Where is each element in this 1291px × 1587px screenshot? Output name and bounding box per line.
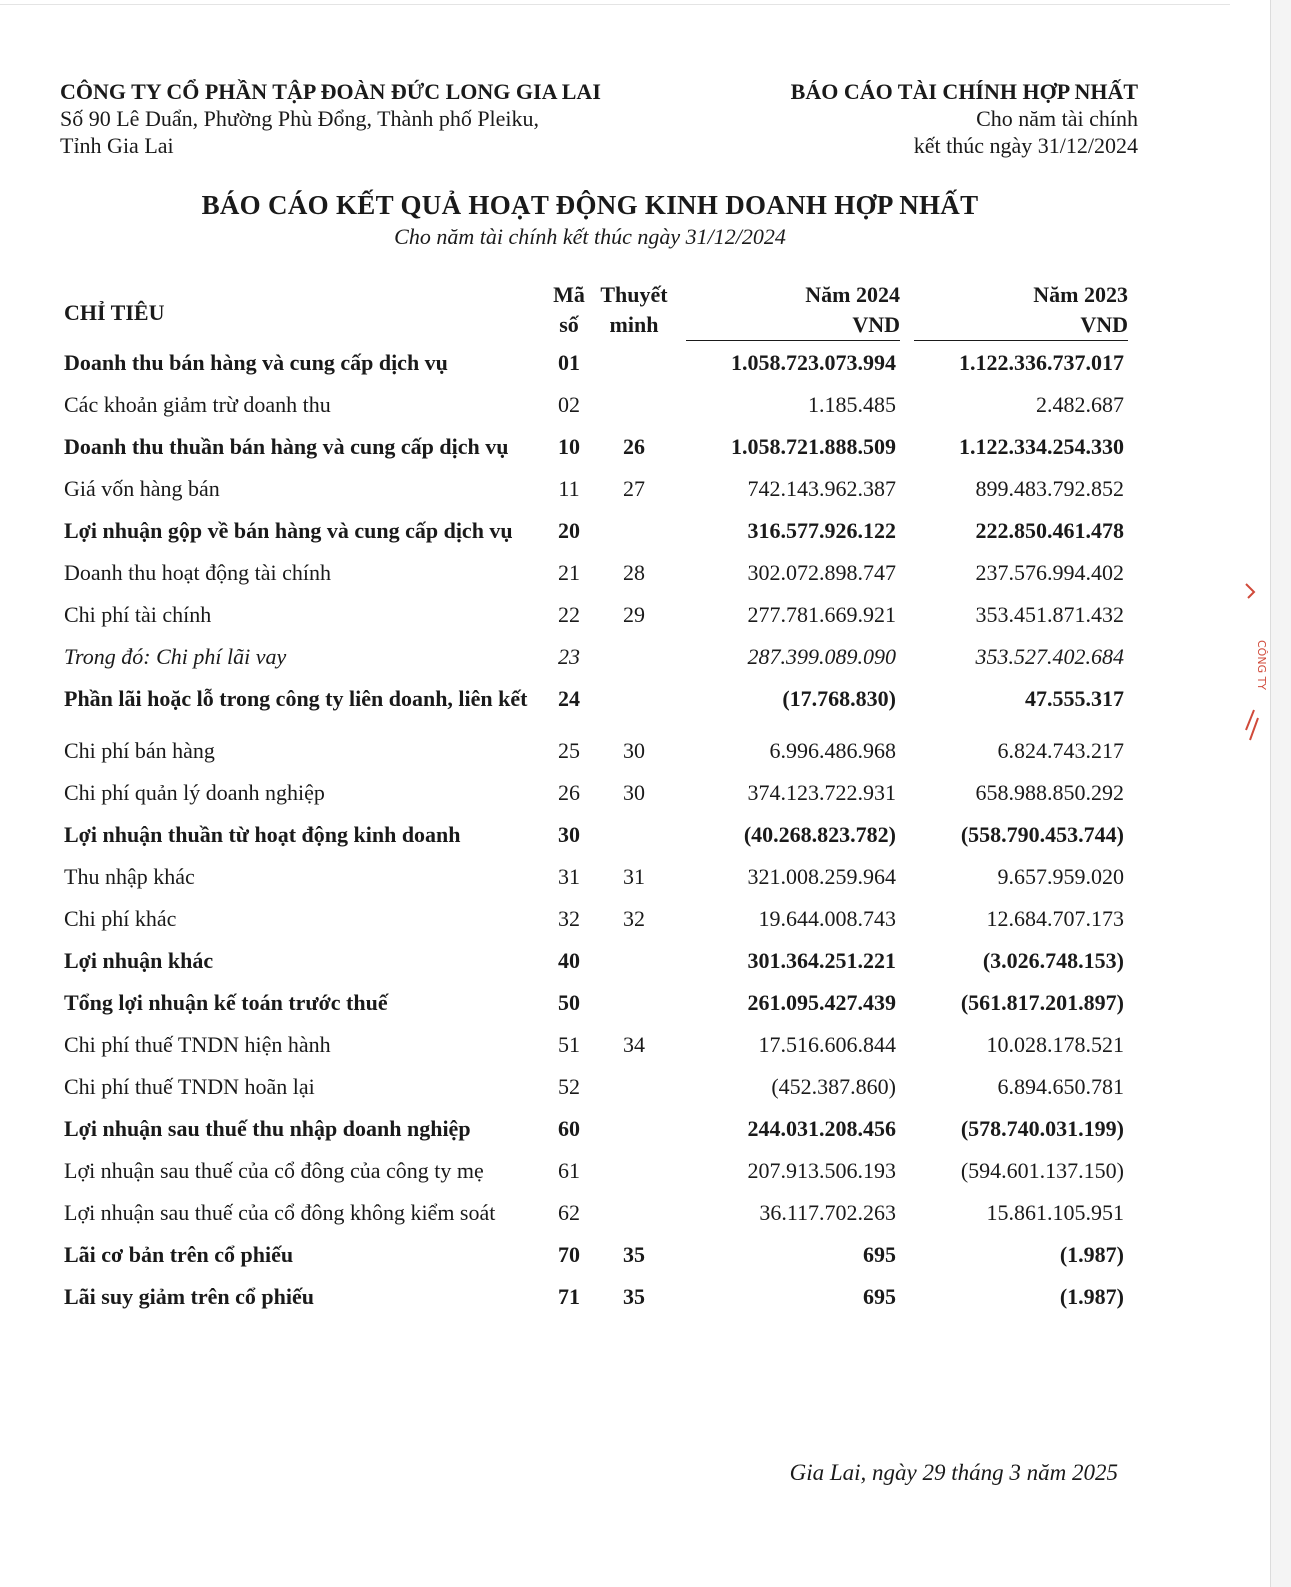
row-item-name: Lợi nhuận thuần từ hoạt động kinh doanh xyxy=(64,822,461,847)
page-subtitle: Cho năm tài chính kết thúc ngày 31/12/2024 xyxy=(394,224,786,249)
row-value-2023: 658.988.850.292 xyxy=(975,780,1124,805)
row-item-name: Phần lãi hoặc lỗ trong công ty liên doanh, liên kết xyxy=(64,686,528,711)
row-code: 11 xyxy=(558,476,580,501)
table-row xyxy=(60,855,1130,897)
scan-edge-top xyxy=(0,4,1230,5)
header-code-line1: Mã xyxy=(553,282,585,307)
row-value-2024: (452.387.860) xyxy=(771,1074,896,1099)
row-value-2023: 1.122.334.254.330 xyxy=(959,434,1124,459)
table-row xyxy=(60,1275,1130,1317)
row-code: 02 xyxy=(558,392,580,417)
table-row xyxy=(60,1107,1130,1149)
row-value-2024: 302.072.898.747 xyxy=(747,560,896,585)
row-item-name: Doanh thu hoạt động tài chính xyxy=(64,560,332,585)
row-value-2024: 1.185.485 xyxy=(808,392,896,417)
red-stamp-mark xyxy=(1240,580,1266,750)
row-note xyxy=(594,1065,674,1107)
stamp-ink xyxy=(1246,584,1268,740)
header-note-line1: Thuyết xyxy=(600,282,668,307)
row-note: 30 xyxy=(623,780,645,805)
row-value-2023: 1.122.336.737.017 xyxy=(959,350,1124,375)
row-code: 20 xyxy=(558,518,580,543)
row-value-2023: (578.740.031.199) xyxy=(960,1116,1124,1141)
table-row xyxy=(60,1233,1130,1275)
table-row xyxy=(60,1023,1130,1065)
header-year-2023-unit: VND xyxy=(914,310,1128,341)
row-item-name: Chi phí thuế TNDN hiện hành xyxy=(64,1032,331,1057)
table-row xyxy=(60,813,1130,855)
row-note xyxy=(594,981,674,1023)
row-code: 31 xyxy=(558,864,580,889)
header-item: CHỈ TIÊU xyxy=(64,300,165,325)
header-code-line2: số xyxy=(559,312,579,337)
row-value-2024: 742.143.962.387 xyxy=(747,476,896,501)
row-item-name: Lãi suy giảm trên cổ phiếu xyxy=(64,1284,314,1309)
header-year-2024-unit: VND xyxy=(686,310,900,341)
income-statement-table xyxy=(60,280,1130,1317)
row-item-name: Lợi nhuận sau thuế của cổ đông không kiểm soát xyxy=(64,1200,496,1225)
header-note-line2: minh xyxy=(609,312,659,337)
table-row xyxy=(60,425,1130,467)
row-note: 28 xyxy=(623,560,645,585)
row-code: 40 xyxy=(558,948,580,973)
table-header-row xyxy=(60,280,1130,341)
row-code: 62 xyxy=(558,1200,580,1225)
stamp-stroke-top xyxy=(1246,584,1254,598)
row-item-name: Lợi nhuận khác xyxy=(64,948,214,973)
row-note xyxy=(594,383,674,425)
row-value-2023: 353.451.871.432 xyxy=(975,602,1124,627)
row-value-2023: (594.601.137.150) xyxy=(960,1158,1124,1183)
row-note xyxy=(594,939,674,981)
row-code: 22 xyxy=(558,602,580,627)
row-value-2024: 1.058.723.073.994 xyxy=(731,350,896,375)
header-year-2024 xyxy=(674,280,902,341)
header-note xyxy=(594,280,674,341)
row-code: 23 xyxy=(558,644,580,669)
row-item-name: Tổng lợi nhuận kế toán trước thuế xyxy=(64,990,388,1015)
row-note: 35 xyxy=(623,1242,645,1267)
row-value-2023: 222.850.461.478 xyxy=(975,518,1124,543)
row-code: 71 xyxy=(558,1284,580,1309)
row-value-2024: 301.364.251.221 xyxy=(747,948,896,973)
row-value-2024: 374.123.722.931 xyxy=(747,780,896,805)
row-value-2023: (558.790.453.744) xyxy=(960,822,1124,847)
row-code: 61 xyxy=(558,1158,580,1183)
row-item-name: Trong đó: Chi phí lãi vay xyxy=(64,644,287,669)
table-row xyxy=(60,939,1130,981)
row-value-2024: 17.516.606.844 xyxy=(758,1032,896,1057)
row-value-2023: 6.894.650.781 xyxy=(997,1074,1124,1099)
company-address-line1: Số 90 Lê Duẩn, Phường Phù Đổng, Thành phố Pleiku, xyxy=(60,106,540,131)
row-value-2024: 207.913.506.193 xyxy=(747,1158,896,1183)
row-code: 70 xyxy=(558,1242,580,1267)
row-item-name: Lãi cơ bản trên cổ phiếu xyxy=(64,1242,294,1267)
header-code xyxy=(544,280,594,341)
row-note: 32 xyxy=(623,906,645,931)
header-year-2024-label: Năm 2024 xyxy=(805,282,900,307)
row-note xyxy=(594,341,674,383)
signing-date: Gia Lai, ngày 29 tháng 3 năm 2025 xyxy=(789,1460,1118,1485)
row-code: 26 xyxy=(558,780,580,805)
stamp-stroke-bottom xyxy=(1246,710,1258,740)
row-value-2023: (3.026.748.153) xyxy=(982,948,1124,973)
company-header xyxy=(60,78,601,159)
row-item-name: Chi phí bán hàng xyxy=(64,738,215,763)
row-note: 31 xyxy=(623,864,645,889)
header-year-2023-label: Năm 2023 xyxy=(1033,282,1128,307)
company-address-line2: Tỉnh Gia Lai xyxy=(60,133,174,158)
row-item-name: Lợi nhuận sau thuế thu nhập doanh nghiệp xyxy=(64,1116,471,1141)
row-item-name: Lợi nhuận gộp về bán hàng và cung cấp dịch vụ xyxy=(64,518,513,543)
row-note xyxy=(594,813,674,855)
row-item-name: Chi phí thuế TNDN hoãn lại xyxy=(64,1074,315,1099)
row-item-name: Chi phí khác xyxy=(64,906,177,931)
table-row xyxy=(60,593,1130,635)
report-period-line1: Cho năm tài chính xyxy=(976,106,1138,131)
row-value-2023: 899.483.792.852 xyxy=(975,476,1124,501)
row-value-2024: 36.117.702.263 xyxy=(759,1200,896,1225)
row-note xyxy=(594,635,674,677)
row-note: 26 xyxy=(623,434,645,459)
row-code: 01 xyxy=(558,350,580,375)
table-row xyxy=(60,467,1130,509)
row-value-2024: (40.268.823.782) xyxy=(743,822,896,847)
scan-edge-right xyxy=(1270,0,1291,1587)
row-value-2023: 6.824.743.217 xyxy=(997,738,1124,763)
row-item-name: Lợi nhuận sau thuế của cổ đông của công ty mẹ xyxy=(64,1158,484,1183)
table-row xyxy=(60,1191,1130,1233)
row-code: 50 xyxy=(558,990,580,1015)
row-value-2023: 353.527.402.684 xyxy=(975,644,1124,669)
row-item-name: Chi phí tài chính xyxy=(64,602,212,627)
row-note: 35 xyxy=(623,1284,645,1309)
row-code: 10 xyxy=(558,434,580,459)
row-value-2024: 19.644.008.743 xyxy=(758,906,896,931)
row-value-2024: 261.095.427.439 xyxy=(747,990,896,1015)
row-value-2023: 2.482.687 xyxy=(1036,392,1124,417)
row-code: 24 xyxy=(558,686,580,711)
report-type: BÁO CÁO TÀI CHÍNH HỢP NHẤT xyxy=(790,79,1138,104)
table-row xyxy=(60,729,1130,771)
row-note xyxy=(594,677,674,729)
row-value-2024: 244.031.208.456 xyxy=(747,1116,896,1141)
row-value-2023: 15.861.105.951 xyxy=(986,1200,1124,1225)
row-note xyxy=(594,1149,674,1191)
row-note: 34 xyxy=(623,1032,645,1057)
company-name: CÔNG TY CỔ PHẦN TẬP ĐOÀN ĐỨC LONG GIA LAI xyxy=(60,79,601,104)
report-header xyxy=(791,78,1138,159)
table-row xyxy=(60,551,1130,593)
page-title: BÁO CÁO KẾT QUẢ HOẠT ĐỘNG KINH DOANH HỢP NHẤT xyxy=(201,190,979,220)
row-value-2024: 695 xyxy=(863,1242,896,1267)
row-code: 51 xyxy=(558,1032,580,1057)
row-item-name: Giá vốn hàng bán xyxy=(64,476,220,501)
row-value-2023: 237.576.994.402 xyxy=(975,560,1124,585)
row-value-2024: 6.996.486.968 xyxy=(769,738,896,763)
row-code: 25 xyxy=(558,738,580,763)
row-note: 27 xyxy=(623,476,645,501)
row-code: 52 xyxy=(558,1074,580,1099)
row-item-name: Chi phí quản lý doanh nghiệp xyxy=(64,780,325,805)
row-value-2024: 316.577.926.122 xyxy=(747,518,896,543)
row-note xyxy=(594,1191,674,1233)
row-value-2024: 287.399.089.090 xyxy=(747,644,896,669)
row-value-2023: 10.028.178.521 xyxy=(986,1032,1124,1057)
report-period-line2: kết thúc ngày 31/12/2024 xyxy=(913,133,1138,158)
row-value-2024: 695 xyxy=(863,1284,896,1309)
row-note: 29 xyxy=(623,602,645,627)
header-year-2023 xyxy=(902,280,1130,341)
row-value-2023: (561.817.201.897) xyxy=(960,990,1124,1015)
table-row xyxy=(60,341,1130,383)
row-code: 21 xyxy=(558,560,580,585)
row-item-name: Các khoản giảm trừ doanh thu xyxy=(64,392,331,417)
table-row xyxy=(60,1065,1130,1107)
table-row xyxy=(60,677,1130,729)
row-code: 32 xyxy=(558,906,580,931)
table-row xyxy=(60,771,1130,813)
table-row xyxy=(60,383,1130,425)
row-value-2024: (17.768.830) xyxy=(782,686,896,711)
row-item-name: Thu nhập khác xyxy=(64,864,195,889)
row-item-name: Doanh thu bán hàng và cung cấp dịch vụ xyxy=(64,350,448,375)
row-value-2023: 47.555.317 xyxy=(1025,686,1124,711)
row-value-2023: (1.987) xyxy=(1059,1242,1124,1267)
row-note xyxy=(594,1107,674,1149)
row-note: 30 xyxy=(623,738,645,763)
table-row xyxy=(60,981,1130,1023)
row-value-2024: 321.008.259.964 xyxy=(747,864,896,889)
row-item-name: Doanh thu thuần bán hàng và cung cấp dịch vụ xyxy=(64,434,509,459)
stamp-text: CÔNG TY xyxy=(1255,640,1268,691)
row-value-2023: 9.657.959.020 xyxy=(997,864,1124,889)
row-value-2024: 277.781.669.921 xyxy=(747,602,896,627)
row-value-2023: 12.684.707.173 xyxy=(986,906,1124,931)
row-value-2024: 1.058.721.888.509 xyxy=(731,434,896,459)
table-row xyxy=(60,1149,1130,1191)
row-code: 30 xyxy=(558,822,580,847)
row-value-2023: (1.987) xyxy=(1059,1284,1124,1309)
table-row xyxy=(60,509,1130,551)
row-note xyxy=(594,509,674,551)
table-row xyxy=(60,897,1130,939)
table-row xyxy=(60,635,1130,677)
row-code: 60 xyxy=(558,1116,580,1141)
